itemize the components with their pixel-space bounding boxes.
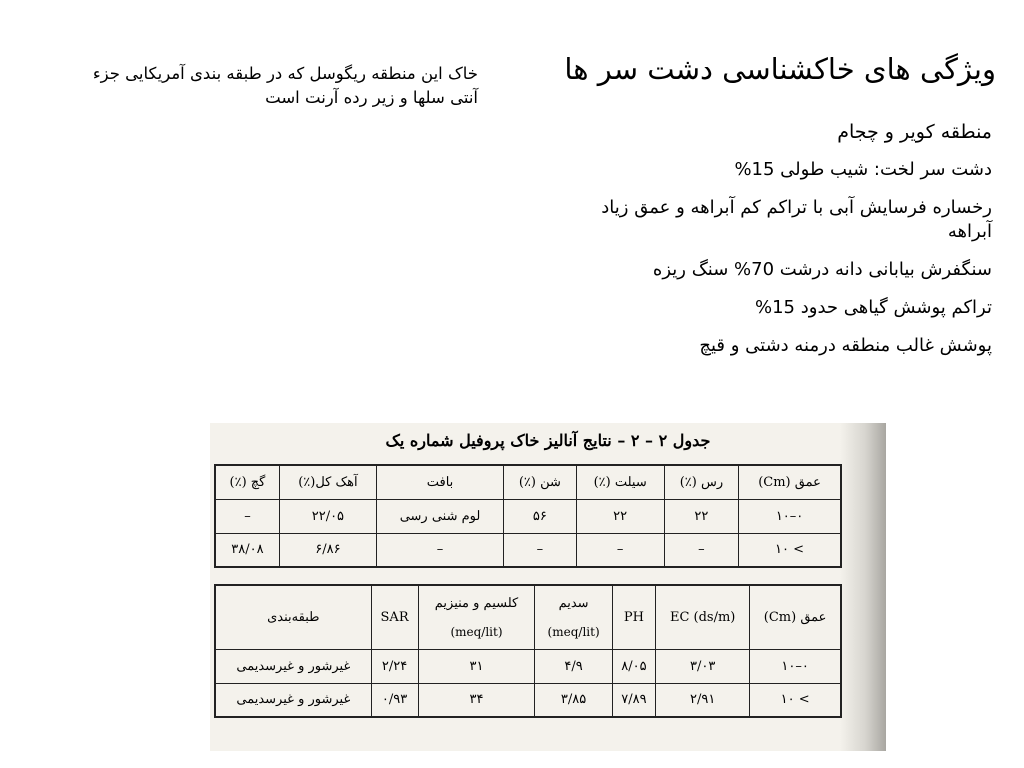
table-cell: ۸/۰۵ bbox=[612, 649, 655, 683]
feature-item: رخساره فرسایش آبی با تراکم کم آبراهه و عمق زیاد آبراهه bbox=[601, 197, 992, 242]
table-header: شن (٪) bbox=[504, 465, 576, 499]
table-header: رس (٪) bbox=[664, 465, 738, 499]
table-cell: ۳۱ bbox=[418, 649, 535, 683]
table-row bbox=[215, 649, 841, 683]
table-header: EC (ds/m) bbox=[656, 585, 750, 649]
table-cell: > ۱۰ bbox=[739, 533, 841, 567]
feature-item: منطقه کویر و چجام bbox=[837, 121, 992, 143]
unit-label: (meq/lit) bbox=[450, 624, 503, 639]
page-fold-shadow bbox=[840, 423, 886, 751]
table-cell: ۴/۹ bbox=[535, 649, 612, 683]
table-cell: – bbox=[376, 533, 503, 567]
feature-item: سنگفرش بیابانی دانه درشت 70% سنگ ریزه bbox=[652, 259, 992, 280]
table-header: طبقه‌بندی bbox=[215, 585, 371, 649]
table-row bbox=[215, 683, 841, 717]
table-header: عمق (Cm) bbox=[739, 465, 841, 499]
feature-list bbox=[572, 120, 992, 372]
table-cell: ۶/۸۶ bbox=[279, 533, 376, 567]
table-cell: غیرشور و غیرسدیمی bbox=[215, 683, 371, 717]
table-cell: ۷/۸۹ bbox=[612, 683, 655, 717]
table-header: آهک کل(٪) bbox=[279, 465, 376, 499]
soil-chemistry-table bbox=[214, 584, 842, 718]
table-cell: ۳۸/۰۸ bbox=[215, 533, 279, 567]
table-cell: غیرشور و غیرسدیمی bbox=[215, 649, 371, 683]
table-header: عمق (Cm) bbox=[750, 585, 841, 649]
table-header: سیلت (٪) bbox=[576, 465, 664, 499]
table-cell: – bbox=[215, 499, 279, 533]
table-header: سدیم (meq/lit) bbox=[535, 585, 612, 649]
table-cell: ۲/۹۱ bbox=[656, 683, 750, 717]
feature-item: پوشش غالب منطقه درمنه دشتی و قیچ bbox=[699, 335, 992, 356]
feature-item: دشت سر لخت: شیب طولی 15% bbox=[734, 159, 992, 180]
table-cell: ۰/۹۳ bbox=[371, 683, 418, 717]
unit-label: (meq/lit) bbox=[547, 624, 600, 639]
scanned-table-image bbox=[210, 423, 886, 751]
table-cell: – bbox=[664, 533, 738, 567]
table-cell: ۲۲ bbox=[664, 499, 738, 533]
table-header: SAR bbox=[371, 585, 418, 649]
soil-texture-table bbox=[214, 464, 842, 568]
table-cell: لوم شنی رسی bbox=[376, 499, 503, 533]
table-cell: ۳۴ bbox=[418, 683, 535, 717]
table-cell: – bbox=[576, 533, 664, 567]
table-header: بافت bbox=[376, 465, 503, 499]
table-cell: ۳/۰۳ bbox=[656, 649, 750, 683]
table-cell: – bbox=[504, 533, 576, 567]
table-cell: ۲۲ bbox=[576, 499, 664, 533]
table-cell: ۰–۱۰ bbox=[750, 649, 841, 683]
table-row bbox=[215, 533, 841, 567]
table-cell: > ۱۰ bbox=[750, 683, 841, 717]
feature-item: تراکم پوشش گیاهی حدود 15% bbox=[755, 297, 992, 318]
soil-classification-note: خاک این منطقه ریگوسل که در طبقه بندی آمریکایی جزء آنتی سلها و زیر رده آرنت است bbox=[92, 64, 478, 107]
table-row bbox=[215, 499, 841, 533]
table-cell: ۳/۸۵ bbox=[535, 683, 612, 717]
table-header: کلسیم و منیزیم (meq/lit) bbox=[418, 585, 535, 649]
slide-title: ویژگی های خاکشناسی دشت سر ها bbox=[564, 52, 996, 86]
table-cell: ۰–۱۰ bbox=[739, 499, 841, 533]
table-cell: ۲/۲۴ bbox=[371, 649, 418, 683]
table-cell: ۵۶ bbox=[504, 499, 576, 533]
table-cell: ۲۲/۰۵ bbox=[279, 499, 376, 533]
table-header: PH bbox=[612, 585, 655, 649]
table-header: گچ (٪) bbox=[215, 465, 279, 499]
table-caption: جدول ۲ – ۲ – نتایج آنالیز خاک پروفیل شماره یک bbox=[385, 431, 711, 450]
